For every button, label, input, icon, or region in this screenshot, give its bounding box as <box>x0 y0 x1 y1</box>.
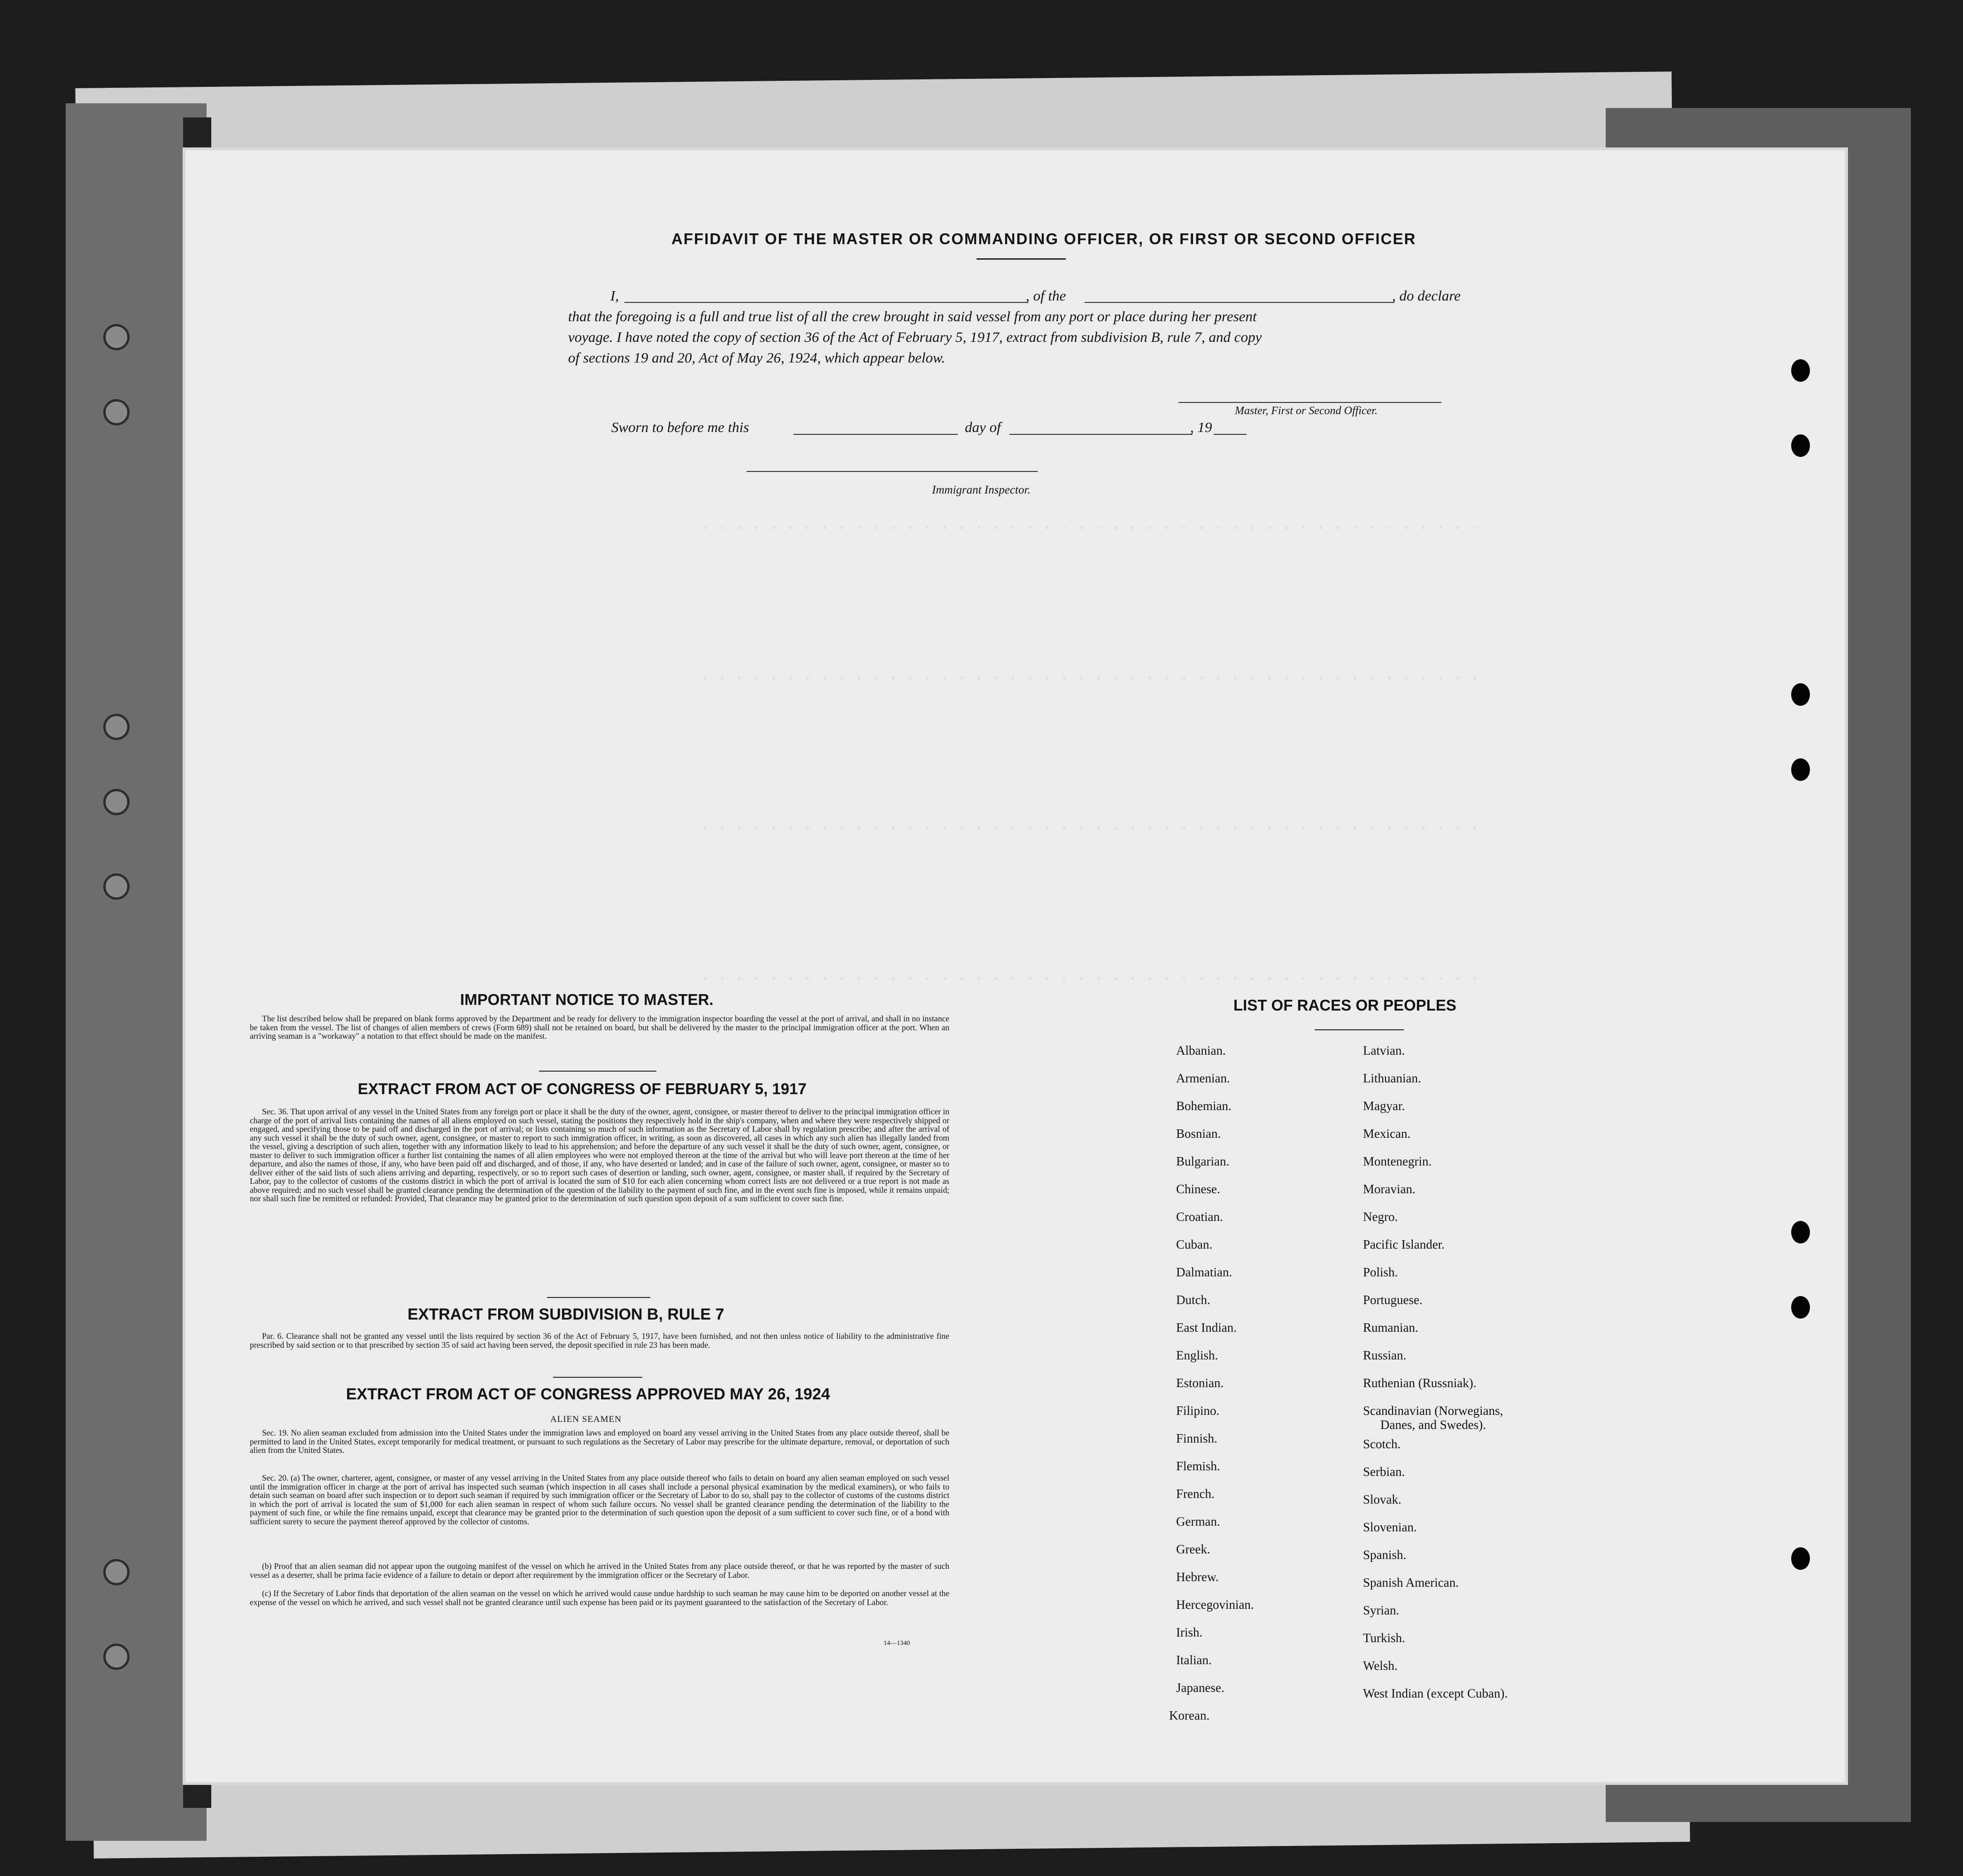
manifest-page <box>185 150 1845 1782</box>
race-item: English. <box>1176 1348 1218 1362</box>
race-item: Scotch. <box>1363 1437 1401 1451</box>
bleed-through-row: · · · · · · · · · · · · · · · · · · · · · · · · · · · · · · · · · · · · · · · · · · · · · · <box>702 967 1481 988</box>
races-title: LIST OF RACES OR PEOPLES <box>1233 996 1456 1014</box>
race-item: Albanian. <box>1176 1043 1226 1058</box>
sec-20c-text: (c) If the Secretary of Labor finds that deportation of the alien seaman on the vessel on which he arrived would cause undue hardship to such seaman he may cause him to be deported on another vessel at the expense of the vessel on which he arrived, and such vessel shall not be granted clearance until such expense has been paid or its payment guaranteed to the satisfaction of the Secretary of Labor. <box>250 1589 949 1607</box>
race-item: Italian. <box>1176 1653 1212 1667</box>
affidavit-of-the: , of the <box>1026 287 1066 304</box>
binder-hole <box>103 873 130 900</box>
race-item: Croatian. <box>1176 1210 1223 1224</box>
affidavit-line-3: voyage. I have noted the copy of section 36 of the Act of February 5, 1917, extract from subdivision B, rule 7, and copy <box>568 329 1262 345</box>
race-item: Bosnian. <box>1176 1127 1221 1141</box>
punch-hole <box>1791 1547 1810 1570</box>
race-item: Negro. <box>1363 1210 1398 1224</box>
race-item: Mexican. <box>1363 1127 1411 1141</box>
affidavit-line-2: that the foregoing is a full and true list of all the crew brought in said vessel from any port or place during her present <box>568 308 1257 324</box>
year-blank <box>1214 434 1247 435</box>
binder-hole <box>103 789 130 815</box>
bleed-through-row: · · · · · · · · · · · · · · · · · · · · · · · · · · · · · · · · · · · · · · · · · · · · · · <box>702 667 1481 687</box>
binder-hole <box>103 714 130 740</box>
race-item: Portuguese. <box>1363 1293 1423 1307</box>
race-item: Spanish. <box>1363 1548 1407 1562</box>
race-item: Cuban. <box>1176 1237 1213 1251</box>
race-item: Greek. <box>1176 1542 1210 1556</box>
race-item: Dalmatian. <box>1176 1265 1232 1279</box>
month-blank <box>1009 434 1193 435</box>
race-item: Dutch. <box>1176 1293 1210 1307</box>
form-number: 14—1340 <box>884 1640 910 1647</box>
race-item: West Indian (except Cuban). <box>1363 1686 1508 1700</box>
name-blank <box>624 302 1028 303</box>
extract-1924-title: EXTRACT FROM ACT OF CONGRESS APPROVED MAY 26, 1924 <box>346 1385 830 1403</box>
affidavit-do-declare: , do declare <box>1392 287 1461 304</box>
section-rule <box>539 1071 656 1072</box>
race-item: Bulgarian. <box>1176 1154 1230 1168</box>
sec-20a-text: Sec. 20. (a) The owner, charterer, agent, consignee, or master of any vessel arriving in the United States from any place outside thereof who fails to detain on board any alien seaman employed on such vessel until the immigration officer in charge at the port of arrival has inspected such seaman (which inspection in all cases shall include a personal physical examination by the medical examiners), or who fails to detain such seaman on board after such inspection or to deport such seaman if required by such immigration officer or the Secretary of Labor to do so, shall pay to the collector of customs of the customs district in which the port of arrival is located the sum of $1,000 for each alien seaman in respect of whom such failure occurs. No vessel shall be granted clearance pending the determination of the liability to the payment of such fine, or while the fine remains unpaid, except that clearance may be granted prior to the determination of such question upon the deposit of a sum sufficient to cover such fine, or of a bond with sufficient surety to secure the payment thereof approved by the collector of customs. <box>250 1473 949 1526</box>
vessel-blank <box>1085 302 1394 303</box>
punch-hole <box>1791 1221 1810 1243</box>
title-rule <box>977 258 1066 260</box>
race-item: Japanese. <box>1176 1681 1224 1695</box>
sec-19-text: Sec. 19. No alien seaman excluded from admission into the United States under the immigration laws and employed on board any vessel arriving in the United States from any place outside thereof, shall be permitted to land in the United States, except temporarily for medical treatment, or pursuant to such regulations as the Secretary of Labor may prescribe for the ultimate departure, removal, or deportation of such alien from the United States. <box>250 1428 949 1455</box>
race-item: Hebrew. <box>1176 1570 1219 1584</box>
race-item: Moravian. <box>1363 1182 1416 1196</box>
race-item: Irish. <box>1176 1625 1203 1639</box>
race-item: Magyar. <box>1363 1099 1405 1113</box>
race-item: Serbian. <box>1363 1465 1405 1479</box>
race-item: German. <box>1176 1514 1220 1529</box>
race-item: Hercegovinian. <box>1176 1598 1254 1612</box>
race-item: Spanish American. <box>1363 1575 1459 1590</box>
binder-hole <box>103 1644 130 1670</box>
master-signature-line <box>1178 402 1441 403</box>
binder-hole <box>103 324 130 350</box>
race-item: Lithuanian. <box>1363 1071 1421 1085</box>
sworn-day-blank <box>793 434 958 435</box>
master-label: Master, First or Second Officer. <box>1235 405 1378 417</box>
race-item: Syrian. <box>1363 1603 1400 1617</box>
punch-hole <box>1791 1296 1810 1319</box>
race-item: Ruthenian (Russniak). <box>1363 1376 1477 1390</box>
race-item: East Indian. <box>1176 1320 1237 1335</box>
punch-hole <box>1791 758 1810 781</box>
binder-hole <box>103 1559 130 1585</box>
affidavit-line-4: of sections 19 and 20, Act of May 26, 1924, which appear below. <box>568 349 946 366</box>
race-item: Estonian. <box>1176 1376 1224 1390</box>
sworn-text: Sworn to before me this <box>611 419 749 435</box>
bleed-through-row: · · · · · · · · · · · · · · · · · · · · · · · · · · · · · · · · · · · · · · · · · · · · · · <box>702 517 1481 537</box>
extract-1917-body: Sec. 36. That upon arrival of any vessel in the United States from any foreign port or place it shall be the duty of the owner, agent, consignee, or master thereof to deliver to the principal immigration officer in charge of the port of arrival lists containing the names of all aliens employed on such vessel, stating the positions they respectively hold in the ship's company, when and where they were respectively shipped or engaged, and specifying those to be paid off and discharged in the port of arrival; or lists containing so much of such information as the Secretary of Labor shall by regulation prescribe; and after the arrival of any such vessel it shall be the duty of such owner, agent, consignee, or master to report to such immigration officer, in writing, as soon as discovered, all cases in which any such alien has illegally landed from the vessel, giving a description of such alien, together with any information likely to lead to his apprehension; and before the departure of any such vessel it shall be the duty of such owner, agent, consignee, or master to deliver to such immigration officer a further list containing the names of all alien employees who were not employed thereon at the time of the arrival but who will leave port thereon at the time of her departure, and also the names of those, if any, who have been paid off and discharged, and of those, if any, who have deserted or landed; and in case of the failure of such owner, agent, consignee, or master so to deliver either of the said lists of such aliens arriving and departing, respectively, or so to report such cases of desertion or landing, such owner, agent, consignee, or master shall, if required by the Secretary of Labor, pay to the collector of customs of the customs district in which the port of arrival is located the sum of $10 for each alien concerning whom correct lists are not delivered or a true report is not made as above required; and no such vessel shall be granted clearance pending the determination of the question of the liability to the payment of such fine, and in the event such fine is imposed, while it remains unpaid; nor shall such fine be remitted or refunded: Provided, That clearance may be granted prior to the determination of such question upon deposit of a sum sufficient to cover such fine. <box>250 1107 949 1203</box>
inspector-label: Immigrant Inspector. <box>932 484 1031 496</box>
race-item: Polish. <box>1363 1265 1398 1279</box>
race-item: Russian. <box>1363 1348 1407 1362</box>
rule-7-body: Par. 6. Clearance shall not be granted any vessel until the lists required by section 36 of the Act of February 5, 1917, have been furnished, and not then unless notice of liability to the administrative fine prescribed by said section or to that prescribed by section 35 of said act having been served, the deposit specified in rule 23 has been made. <box>250 1331 949 1350</box>
race-item: Chinese. <box>1176 1182 1220 1196</box>
race-item: Finnish. <box>1176 1431 1217 1445</box>
races-rule <box>1315 1029 1404 1030</box>
race-item: Latvian. <box>1363 1043 1405 1058</box>
race-item: Scandinavian (Norwegians, <box>1363 1404 1503 1418</box>
race-item: Slovak. <box>1363 1492 1401 1506</box>
bleed-through-row: · · · · · · · · · · · · · · · · · · · · · · · · · · · · · · · · · · · · · · · · · · · · · · <box>702 817 1481 838</box>
race-item: Slovenian. <box>1363 1520 1417 1534</box>
punch-hole <box>1791 359 1810 382</box>
race-item: Montenegrin. <box>1363 1154 1432 1168</box>
section-rule <box>547 1297 650 1298</box>
day-of-text: day of <box>965 419 1001 435</box>
inspector-signature-line <box>747 471 1038 472</box>
race-item: Filipino. <box>1176 1404 1220 1418</box>
notice-title: IMPORTANT NOTICE TO MASTER. <box>460 991 714 1008</box>
race-item: Danes, and Swedes). <box>1380 1418 1486 1432</box>
sec-20b-text: (b) Proof that an alien seaman did not appear upon the outgoing manifest of the vessel on which he arrived in the United States from any place outside thereof, or that he was reported by the master of such vessel as a deserter, shall be prima facie evidence of a failure to detain or deport after requirement by the immigration officer or the Secretary of Labor. <box>250 1561 949 1580</box>
rule-7-title: EXTRACT FROM SUBDIVISION B, RULE 7 <box>408 1305 724 1323</box>
race-item: Welsh. <box>1363 1659 1398 1673</box>
section-rule <box>553 1377 642 1378</box>
affidavit-i: I, <box>610 287 619 304</box>
binder-hole <box>103 399 130 425</box>
race-item: Rumanian. <box>1363 1320 1418 1335</box>
race-item: Flemish. <box>1176 1459 1220 1473</box>
race-item: Pacific Islander. <box>1363 1237 1445 1251</box>
race-item: Armenian. <box>1176 1071 1230 1085</box>
race-item: Turkish. <box>1363 1631 1405 1645</box>
affidavit-title: AFFIDAVIT OF THE MASTER OR COMMANDING OFFICER, OR FIRST OR SECOND OFFICER <box>671 230 1416 247</box>
year-text: , 19 <box>1190 419 1212 435</box>
punch-hole <box>1791 683 1810 706</box>
alien-seamen-subtitle: ALIEN SEAMEN <box>550 1414 622 1424</box>
race-item: French. <box>1176 1487 1215 1501</box>
notice-body: The list described below shall be prepared on blank forms approved by the Department and be ready for delivery to the immigration inspector boarding the vessel at the port of arrival, and shall in no instance be taken from the vessel. The list of changes of alien members of crews (Form 689) shall not be retained on board, but shall be delivered by the master to the principal immigration officer at the port. When an arriving seaman is a "workaway" a notation to that effect should be made on the manifest. <box>250 1014 949 1041</box>
extract-1917-title: EXTRACT FROM ACT OF CONGRESS OF FEBRUARY 5, 1917 <box>358 1080 807 1097</box>
punch-hole <box>1791 434 1810 457</box>
race-item: Korean. <box>1169 1708 1210 1722</box>
race-item: Bohemian. <box>1176 1099 1232 1113</box>
